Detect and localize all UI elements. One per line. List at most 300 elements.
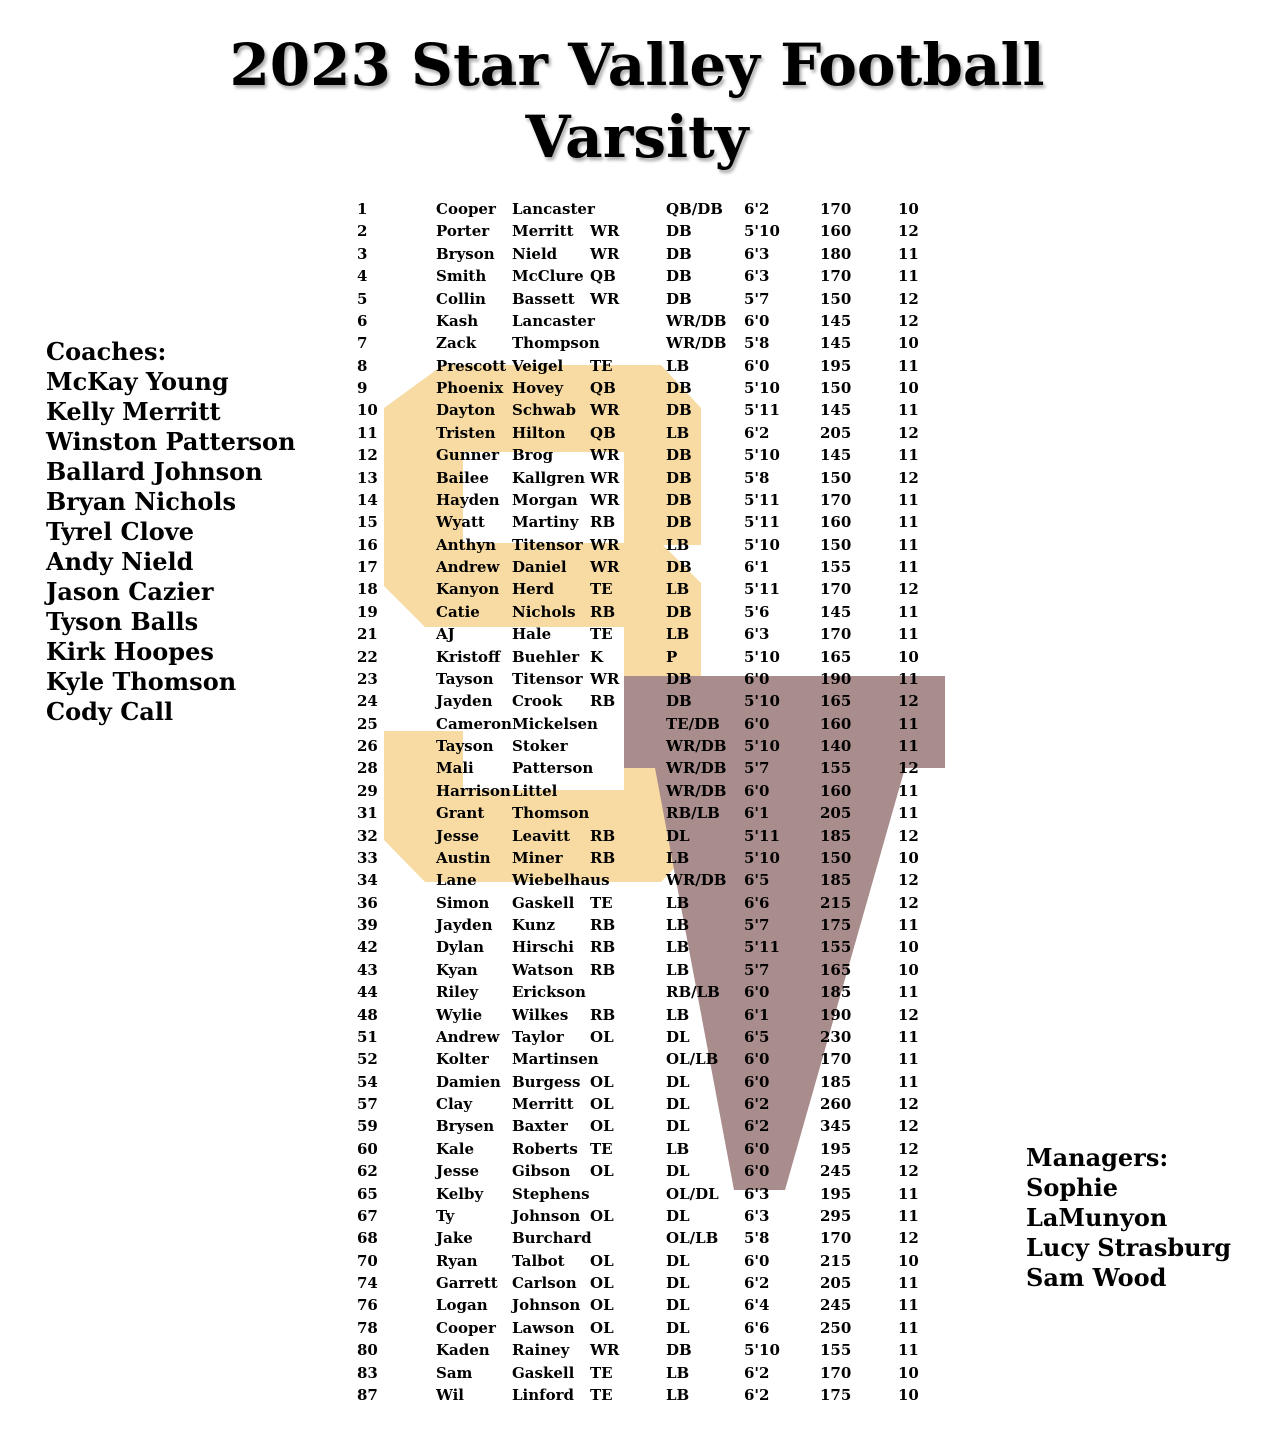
grade: 12 [898,469,919,487]
jersey-number: 39 [357,916,378,934]
height: 6'0 [744,1073,770,1091]
jersey-number: 59 [357,1117,378,1135]
height: 6'0 [744,1162,770,1180]
height: 6'3 [744,1185,770,1203]
height: 6'4 [744,1296,770,1314]
jersey-number: 87 [357,1386,378,1404]
offense-position: WR [590,222,620,240]
weight: 165 [820,692,852,710]
grade: 11 [898,536,919,554]
first-name: Smith [436,267,487,285]
grade: 10 [898,1386,919,1404]
table-row [0,399,1274,421]
first-name: Lane [436,871,477,889]
last-name: Stephens [512,1185,590,1203]
weight: 190 [820,670,852,688]
height: 5'7 [744,916,770,934]
defense-position: LB [666,894,690,912]
weight: 215 [820,1252,852,1270]
height: 6'0 [744,715,770,733]
height: 5'7 [744,961,770,979]
first-name: Cooper [436,200,496,218]
table-row [0,802,1274,824]
defense-position: DB [666,401,692,419]
weight: 170 [820,491,852,509]
weight: 150 [820,849,852,867]
weight: 170 [820,625,852,643]
first-name: Austin [436,849,491,867]
weight: 170 [820,200,852,218]
height: 5'10 [744,737,780,755]
height: 5'11 [744,827,780,845]
offense-position: RB [590,961,616,979]
height: 5'11 [744,513,780,531]
grade: 12 [898,1117,919,1135]
weight: 165 [820,648,852,666]
offense-position: WR [590,290,620,308]
height: 6'2 [744,1117,770,1135]
height: 6'0 [744,670,770,688]
weight: 175 [820,1386,852,1404]
table-row [0,288,1274,310]
last-name: Wiebelhaus [512,871,610,889]
jersey-number: 8 [357,357,368,375]
table-row [0,1004,1274,1026]
weight: 145 [820,603,852,621]
defense-position: DB [666,267,692,285]
table-row [0,489,1274,511]
offense-position: RB [590,603,616,621]
first-name: Kaden [436,1341,490,1359]
weight: 160 [820,513,852,531]
table-row [0,243,1274,265]
weight: 170 [820,1050,852,1068]
first-name: Cooper [436,1319,496,1337]
table-row [0,444,1274,466]
grade: 11 [898,737,919,755]
first-name: Tristen [436,424,496,442]
defense-position: DB [666,670,692,688]
last-name: Littel [512,782,558,800]
grade: 12 [898,290,919,308]
table-row [0,1093,1274,1115]
last-name: Herd [512,580,555,598]
first-name: Wylie [436,1006,483,1024]
height: 6'3 [744,625,770,643]
height: 5'10 [744,222,780,240]
grade: 10 [898,1252,919,1270]
last-name: Roberts [512,1140,578,1158]
last-name: Nichols [512,603,576,621]
first-name: Riley [436,983,479,1001]
table-row [0,892,1274,914]
offense-position: K [590,648,604,666]
first-name: Andrew [436,558,500,576]
table-row [0,1183,1274,1205]
table-row [0,601,1274,623]
offense-position: RB [590,827,616,845]
last-name: Miner [512,849,563,867]
last-name: Talbot [512,1252,565,1270]
height: 5'11 [744,491,780,509]
height: 5'8 [744,469,770,487]
grade: 11 [898,513,919,531]
last-name: Merritt [512,222,574,240]
jersey-number: 36 [357,894,378,912]
last-name: Baxter [512,1117,568,1135]
weight: 170 [820,1229,852,1247]
jersey-number: 62 [357,1162,378,1180]
first-name: Catie [436,603,480,621]
grade: 11 [898,357,919,375]
table-row [0,713,1274,735]
coach-name: McKay Young [46,367,229,396]
weight: 145 [820,446,852,464]
last-name: Bassett [512,290,575,308]
height: 6'6 [744,894,770,912]
jersey-number: 57 [357,1095,378,1113]
weight: 185 [820,871,852,889]
managers-heading: Managers: [1026,1143,1169,1172]
weight: 150 [820,379,852,397]
defense-position: DL [666,1095,690,1113]
grade: 12 [898,1006,919,1024]
offense-position: OL [590,1073,614,1091]
last-name: Brog [512,446,554,464]
defense-position: DL [666,1296,690,1314]
weight: 185 [820,983,852,1001]
jersey-number: 15 [357,513,378,531]
offense-position: TE [590,1140,613,1158]
last-name: Martinsen [512,1050,599,1068]
last-name: Leavitt [512,827,571,845]
defense-position: RB/LB [666,804,720,822]
defense-position: DL [666,1162,690,1180]
first-name: Harrison [436,782,511,800]
offense-position: WR [590,401,620,419]
table-row [0,757,1274,779]
weight: 190 [820,1006,852,1024]
grade: 12 [898,692,919,710]
coach-name: Andy Nield [46,547,194,576]
last-name: Hirschi [512,938,574,956]
jersey-number: 48 [357,1006,378,1024]
defense-position: DL [666,827,690,845]
last-name: Mickelsen [512,715,598,733]
last-name: Schwab [512,401,576,419]
table-row [0,936,1274,958]
last-name: Gibson [512,1162,571,1180]
height: 6'0 [744,1140,770,1158]
table-row [0,467,1274,489]
jersey-number: 4 [357,267,368,285]
jersey-number: 23 [357,670,378,688]
jersey-number: 33 [357,849,378,867]
offense-position: OL [590,1274,614,1292]
offense-position: RB [590,916,616,934]
defense-position: LB [666,938,690,956]
weight: 345 [820,1117,852,1135]
last-name: Gaskell [512,894,575,912]
weight: 195 [820,1140,852,1158]
defense-position: DL [666,1073,690,1091]
defense-position: DB [666,558,692,576]
height: 5'10 [744,648,780,666]
grade: 12 [898,312,919,330]
defense-position: DB [666,379,692,397]
table-row [0,198,1274,220]
weight: 230 [820,1028,852,1046]
weight: 215 [820,894,852,912]
coach-name: Cody Call [46,697,174,726]
height: 6'1 [744,1006,770,1024]
coach-name: Kyle Thomson [46,667,237,696]
height: 5'8 [744,334,770,352]
height: 5'10 [744,379,780,397]
table-row [0,1160,1274,1182]
defense-position: DB [666,245,692,263]
height: 5'6 [744,603,770,621]
jersey-number: 17 [357,558,378,576]
table-row [0,556,1274,578]
first-name: Jesse [436,1162,480,1180]
grade: 11 [898,670,919,688]
defense-position: DB [666,491,692,509]
height: 6'5 [744,1028,770,1046]
table-row [0,914,1274,936]
first-name: Grant [436,804,485,822]
weight: 175 [820,916,852,934]
height: 6'1 [744,558,770,576]
last-name: Merritt [512,1095,574,1113]
jersey-number: 67 [357,1207,378,1225]
jersey-number: 32 [357,827,378,845]
weight: 170 [820,267,852,285]
table-row [0,1227,1274,1249]
defense-position: DL [666,1274,690,1292]
coach-name: Kirk Hoopes [46,637,214,666]
jersey-number: 28 [357,759,378,777]
coach-name: Kelly Merritt [46,397,221,426]
weight: 155 [820,1341,852,1359]
last-name: Nield [512,245,558,263]
height: 5'7 [744,759,770,777]
defense-position: WR/DB [666,737,727,755]
first-name: Ryan [436,1252,478,1270]
height: 6'6 [744,1319,770,1337]
table-row [0,869,1274,891]
offense-position: OL [590,1252,614,1270]
jersey-number: 78 [357,1319,378,1337]
grade: 11 [898,625,919,643]
offense-position: RB [590,1006,616,1024]
grade: 10 [898,1364,919,1382]
table-row [0,981,1274,1003]
height: 5'11 [744,580,780,598]
jersey-number: 21 [357,625,378,643]
weight: 150 [820,536,852,554]
table-row [0,690,1274,712]
first-name: Jayden [436,692,493,710]
grade: 12 [898,1162,919,1180]
table-row [0,1071,1274,1093]
jersey-number: 52 [357,1050,378,1068]
offense-position: RB [590,513,616,531]
grade: 11 [898,491,919,509]
height: 5'11 [744,401,780,419]
offense-position: OL [590,1319,614,1337]
weight: 145 [820,334,852,352]
defense-position: DL [666,1028,690,1046]
defense-position: DB [666,222,692,240]
coach-name: Tyson Balls [46,607,199,636]
coach-name: Jason Cazier [46,577,214,606]
defense-position: QB/DB [666,200,723,218]
last-name: Burchard [512,1229,592,1247]
first-name: AJ [436,625,455,643]
defense-position: LB [666,536,690,554]
grade: 11 [898,1028,919,1046]
table-row [0,1294,1274,1316]
grade: 12 [898,424,919,442]
height: 6'0 [744,983,770,1001]
weight: 155 [820,558,852,576]
height: 6'2 [744,1274,770,1292]
jersey-number: 24 [357,692,378,710]
offense-position: OL [590,1296,614,1314]
grade: 10 [898,938,919,956]
defense-position: WR/DB [666,759,727,777]
first-name: Kash [436,312,479,330]
offense-position: QB [590,267,616,285]
first-name: Sam [436,1364,473,1382]
grade: 10 [898,334,919,352]
last-name: Veigel [512,357,564,375]
weight: 185 [820,1073,852,1091]
last-name: Hilton [512,424,566,442]
weight: 260 [820,1095,852,1113]
table-row [0,422,1274,444]
defense-position: OL/DL [666,1185,719,1203]
defense-position: LB [666,1006,690,1024]
last-name: Linford [512,1386,574,1404]
weight: 195 [820,1185,852,1203]
jersey-number: 5 [357,290,368,308]
defense-position: LB [666,849,690,867]
grade: 11 [898,1341,919,1359]
grade: 11 [898,715,919,733]
first-name: Porter [436,222,490,240]
table-row [0,623,1274,645]
first-name: Kyan [436,961,478,979]
last-name: Morgan [512,491,578,509]
table-row [0,1026,1274,1048]
grade: 11 [898,401,919,419]
grade: 12 [898,894,919,912]
first-name: Collin [436,290,486,308]
table-row [0,646,1274,668]
defense-position: DB [666,469,692,487]
last-name: Kallgren [512,469,585,487]
last-name: Burgess [512,1073,581,1091]
defense-position: RB/LB [666,983,720,1001]
height: 6'3 [744,245,770,263]
jersey-number: 25 [357,715,378,733]
defense-position: WR/DB [666,782,727,800]
weight: 205 [820,1274,852,1292]
last-name: Thomson [512,804,590,822]
offense-position: WR [590,558,620,576]
first-name: Kelby [436,1185,484,1203]
weight: 195 [820,357,852,375]
height: 6'0 [744,357,770,375]
grade: 11 [898,782,919,800]
height: 6'2 [744,1095,770,1113]
first-name: Jayden [436,916,493,934]
offense-position: TE [590,1386,613,1404]
defense-position: DB [666,1341,692,1359]
defense-position: LB [666,1140,690,1158]
height: 6'0 [744,312,770,330]
jersey-number: 16 [357,536,378,554]
first-name: Clay [436,1095,473,1113]
grade: 11 [898,983,919,1001]
last-name: Hale [512,625,552,643]
table-row [0,1339,1274,1361]
offense-position: TE [590,1364,613,1382]
manager-name: Lucy Strasburg [1026,1233,1232,1262]
last-name: Hovey [512,379,564,397]
weight: 150 [820,290,852,308]
height: 6'2 [744,200,770,218]
last-name: Martiny [512,513,579,531]
grade: 11 [898,1185,919,1203]
height: 5'11 [744,938,780,956]
table-row [0,332,1274,354]
grade: 11 [898,558,919,576]
offense-position: OL [590,1095,614,1113]
jersey-number: 1 [357,200,368,218]
table-row [0,578,1274,600]
grade: 12 [898,1140,919,1158]
defense-position: DB [666,446,692,464]
table-row [0,1317,1274,1339]
first-name: Andrew [436,1028,500,1046]
last-name: Wilkes [512,1006,569,1024]
first-name: Prescott [436,357,507,375]
jersey-number: 22 [357,648,378,666]
jersey-number: 12 [357,446,378,464]
grade: 12 [898,1229,919,1247]
weight: 155 [820,938,852,956]
first-name: Kale [436,1140,474,1158]
height: 6'5 [744,871,770,889]
last-name: Titensor [512,536,583,554]
weight: 145 [820,312,852,330]
manager-name: Sophie [1026,1173,1118,1202]
first-name: Damien [436,1073,501,1091]
first-name: Simon [436,894,490,912]
weight: 245 [820,1162,852,1180]
weight: 250 [820,1319,852,1337]
grade: 10 [898,200,919,218]
defense-position: LB [666,961,690,979]
first-name: Ty [436,1207,455,1225]
table-row [0,377,1274,399]
grade: 10 [898,648,919,666]
coach-name: Tyrel Clove [46,517,194,546]
grade: 10 [898,379,919,397]
